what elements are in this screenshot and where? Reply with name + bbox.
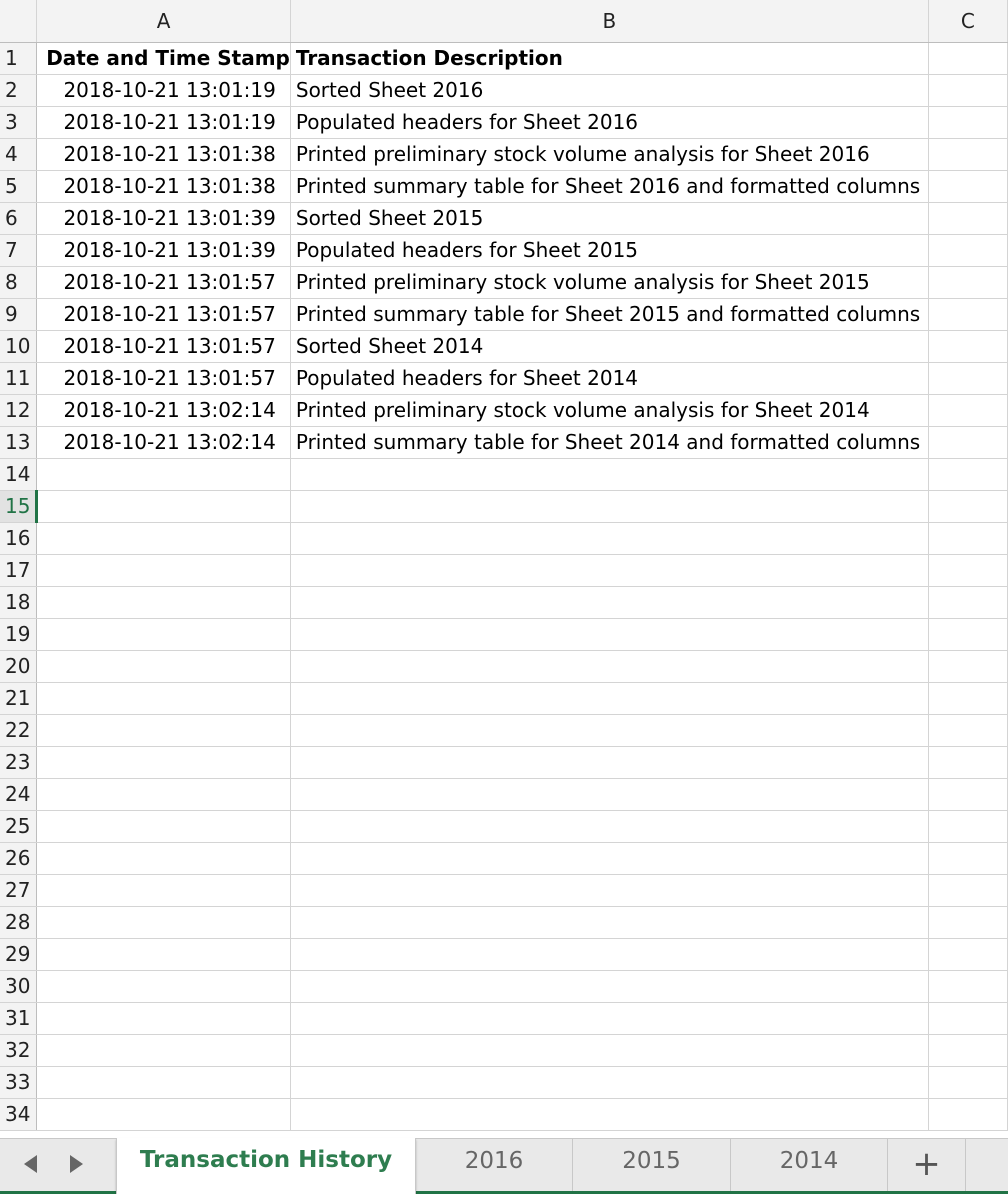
table-row [0, 395, 1008, 427]
table-row [0, 491, 1008, 523]
table-row [0, 203, 1008, 235]
table-row [0, 331, 1008, 363]
row-header[interactable]: 4 [0, 139, 37, 171]
row-header[interactable]: 12 [0, 395, 37, 427]
cell-c[interactable] [928, 875, 1007, 907]
row-header[interactable]: 10 [0, 331, 37, 363]
cell-c[interactable] [928, 299, 1007, 331]
table-row [0, 43, 1008, 75]
cell-a[interactable] [37, 715, 291, 747]
cell-b[interactable] [290, 1067, 928, 1099]
cell-a[interactable] [37, 939, 291, 971]
cell-b[interactable]: Sorted Sheet 2014 [290, 331, 928, 363]
cell-c[interactable] [928, 43, 1007, 75]
table-row [0, 939, 1008, 971]
row-header[interactable]: 15 [0, 491, 37, 523]
table-row [0, 75, 1008, 107]
cell-b[interactable]: Printed summary table for Sheet 2015 and formatted columns [290, 299, 928, 331]
table-row [0, 235, 1008, 267]
row-header[interactable]: 29 [0, 939, 37, 971]
cell-a[interactable]: 2018-10-21 13:01:39 [37, 203, 291, 235]
table-row [0, 267, 1008, 299]
row-header[interactable]: 31 [0, 1003, 37, 1035]
row-header[interactable]: 25 [0, 811, 37, 843]
table-row [0, 1003, 1008, 1035]
cell-a[interactable]: 2018-10-21 13:01:57 [37, 299, 291, 331]
row-header[interactable]: 24 [0, 779, 37, 811]
cell-c[interactable] [928, 747, 1007, 779]
chevron-left-icon[interactable] [24, 1155, 37, 1173]
table-row [0, 779, 1008, 811]
cell-b[interactable] [290, 555, 928, 587]
cell-c[interactable] [928, 715, 1007, 747]
cell-a[interactable] [37, 1067, 291, 1099]
cell-a[interactable]: 2018-10-21 13:01:39 [37, 235, 291, 267]
row-header[interactable]: 9 [0, 299, 37, 331]
row-header[interactable]: 32 [0, 1035, 37, 1067]
row-header[interactable]: 22 [0, 715, 37, 747]
row-header[interactable]: 33 [0, 1067, 37, 1099]
cell-c[interactable] [928, 427, 1007, 459]
table-row [0, 651, 1008, 683]
table-row [0, 619, 1008, 651]
cell-c[interactable] [928, 1003, 1007, 1035]
cell-b[interactable] [290, 939, 928, 971]
cell-c[interactable] [928, 843, 1007, 875]
cell-c[interactable] [928, 1067, 1007, 1099]
row-header[interactable]: 8 [0, 267, 37, 299]
cell-b[interactable]: Sorted Sheet 2015 [290, 203, 928, 235]
plus-icon: + [912, 1144, 941, 1184]
cell-b[interactable] [290, 779, 928, 811]
row-header[interactable]: 7 [0, 235, 37, 267]
cell-b[interactable] [290, 715, 928, 747]
table-row [0, 971, 1008, 1003]
table-row [0, 811, 1008, 843]
row-header[interactable]: 18 [0, 587, 37, 619]
cell-c[interactable] [928, 619, 1007, 651]
cell-a[interactable] [37, 619, 291, 651]
cell-a[interactable] [37, 907, 291, 939]
cell-b[interactable] [290, 619, 928, 651]
cell-c[interactable] [928, 491, 1007, 523]
cell-a[interactable]: 2018-10-21 13:02:14 [37, 395, 291, 427]
cell-c[interactable] [928, 811, 1007, 843]
chevron-right-icon[interactable] [70, 1155, 83, 1173]
cell-b[interactable] [290, 971, 928, 1003]
cell-b[interactable] [290, 491, 928, 523]
cell-c[interactable] [928, 971, 1007, 1003]
cell-b[interactable] [290, 651, 928, 683]
cell-b[interactable]: Printed preliminary stock volume analysis for Sheet 2014 [290, 395, 928, 427]
row-header[interactable]: 27 [0, 875, 37, 907]
cell-b[interactable] [290, 523, 928, 555]
table-row [0, 459, 1008, 491]
cell-c[interactable] [928, 459, 1007, 491]
row-header[interactable]: 23 [0, 747, 37, 779]
cell-b[interactable] [290, 875, 928, 907]
cell-b[interactable] [290, 811, 928, 843]
cell-a[interactable] [37, 875, 291, 907]
row-header[interactable]: 28 [0, 907, 37, 939]
cell-c[interactable] [928, 651, 1007, 683]
cell-a[interactable] [37, 555, 291, 587]
table-row [0, 523, 1008, 555]
cell-b[interactable] [290, 1035, 928, 1067]
column-header-b[interactable]: B [290, 0, 928, 43]
sheet-tab-bar [0, 1138, 1008, 1194]
cell-a[interactable] [37, 843, 291, 875]
cell-c[interactable] [928, 267, 1007, 299]
cell-c[interactable] [928, 107, 1007, 139]
table-row [0, 843, 1008, 875]
cell-a[interactable] [37, 651, 291, 683]
cell-a[interactable] [37, 459, 291, 491]
tab-2016[interactable]: 2016 [416, 1139, 573, 1192]
tab-transaction-history[interactable]: Transaction History [116, 1138, 416, 1194]
cell-a[interactable]: 2018-10-21 13:01:57 [37, 331, 291, 363]
header-cell-b[interactable]: Transaction Description [290, 43, 928, 75]
cell-a[interactable] [37, 683, 291, 715]
cell-c[interactable] [928, 75, 1007, 107]
cell-b[interactable] [290, 1099, 928, 1131]
cell-c[interactable] [928, 395, 1007, 427]
row-header[interactable]: 5 [0, 171, 37, 203]
table-row [0, 875, 1008, 907]
cell-c[interactable] [928, 907, 1007, 939]
tab-2014[interactable]: 2014 [731, 1139, 888, 1192]
cell-a[interactable]: 2018-10-21 13:01:57 [37, 363, 291, 395]
cell-b[interactable]: Populated headers for Sheet 2015 [290, 235, 928, 267]
table-row [0, 683, 1008, 715]
row-header[interactable]: 17 [0, 555, 37, 587]
cell-a[interactable] [37, 523, 291, 555]
table-row [0, 107, 1008, 139]
table-row [0, 747, 1008, 779]
cell-c[interactable] [928, 779, 1007, 811]
cell-a[interactable] [37, 587, 291, 619]
table-row [0, 363, 1008, 395]
row-header[interactable]: 2 [0, 75, 37, 107]
cell-a[interactable] [37, 1035, 291, 1067]
cell-a[interactable]: 2018-10-21 13:01:19 [37, 75, 291, 107]
cell-a[interactable] [37, 779, 291, 811]
cell-c[interactable] [928, 683, 1007, 715]
cell-b[interactable]: Printed preliminary stock volume analysis for Sheet 2015 [290, 267, 928, 299]
select-all-corner[interactable] [0, 0, 37, 43]
table-row [0, 1035, 1008, 1067]
table-row [0, 427, 1008, 459]
table-row [0, 715, 1008, 747]
cell-b[interactable]: Populated headers for Sheet 2016 [290, 107, 928, 139]
column-header-row [0, 0, 1008, 43]
cell-c[interactable] [928, 203, 1007, 235]
cell-b[interactable]: Printed summary table for Sheet 2014 and formatted columns [290, 427, 928, 459]
cell-a[interactable]: 2018-10-21 13:01:38 [37, 139, 291, 171]
table-row [0, 555, 1008, 587]
row-header[interactable]: 13 [0, 427, 37, 459]
table-row [0, 1067, 1008, 1099]
cell-b[interactable] [290, 1003, 928, 1035]
table-row [0, 1099, 1008, 1131]
add-sheet-button[interactable] [888, 1139, 966, 1192]
cell-c[interactable] [928, 235, 1007, 267]
cell-b[interactable] [290, 843, 928, 875]
cell-a[interactable] [37, 747, 291, 779]
tab-2015[interactable]: 2015 [573, 1139, 731, 1192]
row-header[interactable]: 30 [0, 971, 37, 1003]
cell-c[interactable] [928, 523, 1007, 555]
cell-a[interactable]: 2018-10-21 13:01:38 [37, 171, 291, 203]
cell-a[interactable]: 2018-10-21 13:01:57 [37, 267, 291, 299]
table-row [0, 139, 1008, 171]
cell-b[interactable] [290, 683, 928, 715]
row-header[interactable]: 34 [0, 1099, 37, 1131]
table-row [0, 171, 1008, 203]
row-header[interactable]: 3 [0, 107, 37, 139]
cell-c[interactable] [928, 1099, 1007, 1131]
row-header[interactable]: 21 [0, 683, 37, 715]
cell-c[interactable] [928, 555, 1007, 587]
column-header-c[interactable]: C [928, 0, 1007, 43]
row-header[interactable]: 19 [0, 619, 37, 651]
row-header[interactable]: 14 [0, 459, 37, 491]
cell-c[interactable] [928, 1035, 1007, 1067]
cell-b[interactable]: Printed preliminary stock volume analysis for Sheet 2016 [290, 139, 928, 171]
cell-a[interactable]: 2018-10-21 13:01:19 [37, 107, 291, 139]
row-header[interactable]: 1 [0, 43, 37, 75]
cell-b[interactable] [290, 747, 928, 779]
cell-a[interactable] [37, 811, 291, 843]
cell-b[interactable]: Populated headers for Sheet 2014 [290, 363, 928, 395]
cell-b[interactable]: Printed summary table for Sheet 2016 and formatted columns [290, 171, 928, 203]
cell-b[interactable]: Sorted Sheet 2016 [290, 75, 928, 107]
cell-a[interactable] [37, 1003, 291, 1035]
table-row [0, 299, 1008, 331]
cell-c[interactable] [928, 331, 1007, 363]
cell-a[interactable] [37, 491, 291, 523]
cell-b[interactable] [290, 587, 928, 619]
row-header[interactable]: 20 [0, 651, 37, 683]
cell-b[interactable] [290, 907, 928, 939]
cell-c[interactable] [928, 139, 1007, 171]
row-header[interactable]: 11 [0, 363, 37, 395]
cell-c[interactable] [928, 939, 1007, 971]
cell-c[interactable] [928, 171, 1007, 203]
column-header-a[interactable]: A [37, 0, 291, 43]
cell-a[interactable] [37, 971, 291, 1003]
table-row [0, 587, 1008, 619]
cell-a[interactable]: 2018-10-21 13:02:14 [37, 427, 291, 459]
row-header[interactable]: 16 [0, 523, 37, 555]
row-header[interactable]: 6 [0, 203, 37, 235]
cell-b[interactable] [290, 459, 928, 491]
cell-c[interactable] [928, 587, 1007, 619]
header-cell-a[interactable]: Date and Time Stamp [37, 43, 291, 75]
table-row [0, 907, 1008, 939]
cell-a[interactable] [37, 1099, 291, 1131]
cell-c[interactable] [928, 363, 1007, 395]
row-header[interactable]: 26 [0, 843, 37, 875]
